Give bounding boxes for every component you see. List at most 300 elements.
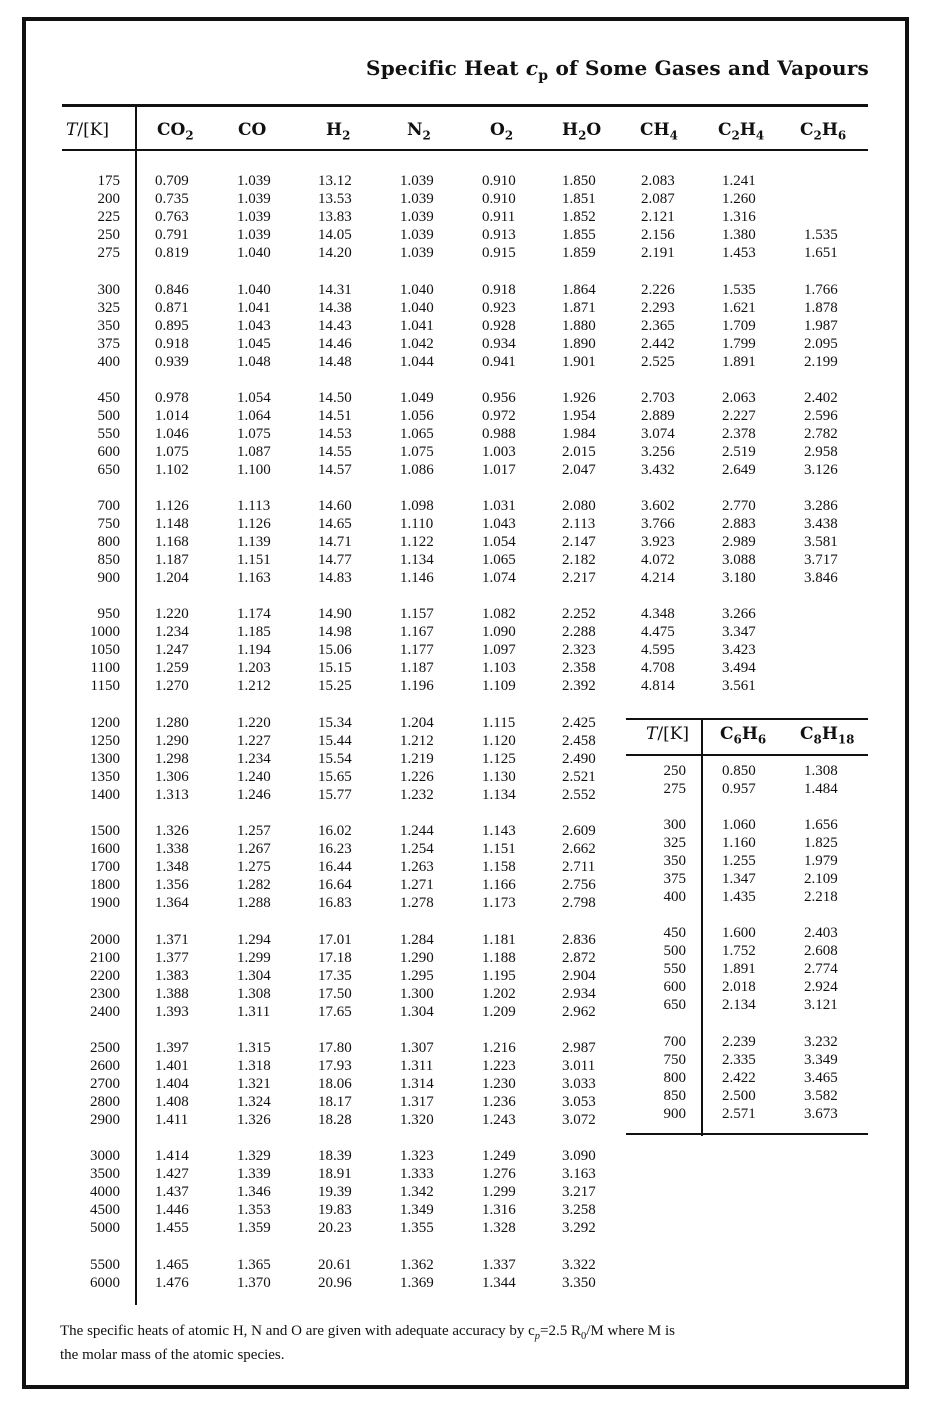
table-cell: 325 — [97, 299, 120, 316]
column-co2-group-6 — [155, 823, 199, 912]
table-cell: 2.571 — [722, 1105, 756, 1122]
table-cell: 3000 — [90, 1148, 120, 1164]
table-cell: 1.299 — [237, 949, 271, 966]
table-cell: 1250 — [90, 732, 120, 749]
table-cell: 4.708 — [641, 659, 675, 676]
table-cell: 1.039 — [400, 173, 434, 189]
column-o2-group-5 — [482, 715, 526, 804]
subcolumn-t-group-3 — [650, 1034, 686, 1123]
table-cell: 900 — [97, 569, 120, 586]
table-cell: 1.134 — [482, 786, 516, 803]
table-cell: 1.271 — [400, 876, 434, 893]
table-cell: 1.040 — [237, 282, 271, 298]
table-cell: 1.075 — [237, 425, 271, 442]
table-cell: 600 — [97, 443, 120, 460]
subcolumn-c8h18-group-3 — [804, 1034, 848, 1123]
table-cell: 3500 — [90, 1165, 120, 1182]
table-cell: 1.901 — [562, 353, 596, 370]
table-cell: 2.293 — [641, 299, 675, 316]
table-cell: 1.039 — [400, 208, 434, 225]
table-cell: 2.662 — [562, 840, 596, 857]
table-cell: 1.049 — [400, 390, 434, 406]
table-cell: 14.65 — [318, 515, 352, 532]
column-co-group-0 — [237, 173, 281, 262]
table-cell: 2.218 — [804, 888, 838, 905]
table-cell: 1.752 — [722, 942, 756, 959]
table-cell: 2.989 — [722, 533, 756, 550]
table-cell: 450 — [97, 390, 120, 406]
table-cell: 14.55 — [318, 443, 352, 460]
table-cell: 2.335 — [722, 1051, 756, 1068]
table-cell: 1.280 — [155, 715, 189, 731]
table-cell: 1.323 — [400, 1148, 434, 1164]
column-co-group-4 — [237, 606, 281, 695]
subtable-header-rule — [626, 754, 868, 756]
table-cell: 600 — [663, 978, 686, 995]
table-cell: 1.859 — [562, 244, 596, 261]
table-cell: 2.134 — [722, 996, 756, 1013]
table-cell: 18.39 — [318, 1148, 352, 1164]
table-cell: 14.53 — [318, 425, 352, 442]
column-co-group-2 — [237, 390, 281, 479]
table-cell: 1.365 — [237, 1257, 271, 1273]
column-c2h4-group-4 — [722, 606, 766, 695]
table-cell: 500 — [97, 407, 120, 424]
subcolumn-c6h6-group-1 — [722, 817, 766, 906]
column-c2h4-group-0 — [722, 173, 766, 262]
table-cell: 1.316 — [722, 208, 756, 225]
table-cell — [804, 624, 848, 642]
column-o2-group-2 — [482, 390, 526, 479]
table-cell: 1.926 — [562, 390, 596, 406]
table-cell: 2.596 — [804, 407, 838, 424]
table-cell: 1.437 — [155, 1183, 189, 1200]
table-cell: 1.328 — [482, 1219, 516, 1236]
table-cell: 2.934 — [562, 985, 596, 1002]
sub-header-2: $C_8H_{18}$ — [800, 724, 855, 747]
table-cell: 1.060 — [722, 817, 756, 833]
table-cell: 1.014 — [155, 407, 189, 424]
column-h2-group-3 — [318, 498, 362, 587]
table-cell: 750 — [663, 1051, 686, 1068]
subtable-bottom-rule — [626, 1133, 868, 1135]
table-cell: 14.98 — [318, 623, 352, 640]
table-cell: 2.047 — [562, 461, 596, 478]
table-cell: 2.121 — [641, 208, 675, 225]
table-cell: 1.388 — [155, 985, 189, 1002]
table-cell: 1.987 — [804, 317, 838, 334]
table-cell: 1.143 — [482, 823, 516, 839]
table-cell — [804, 191, 848, 209]
table-cell: 3.163 — [562, 1165, 596, 1182]
column-o2-group-7 — [482, 932, 526, 1021]
column-o2-group-9 — [482, 1148, 526, 1237]
table-cell: 1.435 — [722, 888, 756, 905]
table-cell: 1.194 — [237, 641, 271, 658]
sub-header-1: $C_6H_6$ — [720, 724, 767, 747]
table-cell: 1.195 — [482, 967, 516, 984]
table-cell: 1.046 — [155, 425, 189, 442]
table-cell: 16.64 — [318, 876, 352, 893]
column-co2-group-4 — [155, 606, 199, 695]
column-co-group-10 — [237, 1257, 281, 1293]
table-cell: 1.181 — [482, 932, 516, 948]
table-cell: 1.039 — [400, 244, 434, 261]
table-cell: 3.561 — [722, 677, 756, 694]
table-cell: 1.102 — [155, 461, 189, 478]
table-cell: 1.621 — [722, 299, 756, 316]
table-cell: 1.146 — [400, 569, 434, 586]
table-cell: 0.819 — [155, 244, 189, 261]
table-cell: 14.51 — [318, 407, 352, 424]
main-header-2: CO — [238, 120, 267, 140]
table-cell: 2500 — [90, 1040, 120, 1056]
table-cell: 1.167 — [400, 623, 434, 640]
column-o2-group-1 — [482, 282, 526, 371]
table-cell: 1.329 — [237, 1148, 271, 1164]
table-cell: 1.984 — [562, 425, 596, 442]
table-cell: 1.364 — [155, 894, 189, 911]
table-cell: 2.458 — [562, 732, 596, 749]
table-cell: 1.306 — [155, 768, 189, 785]
table-cell: 1.113 — [237, 498, 271, 514]
table-cell: 1.979 — [804, 852, 838, 869]
table-cell: 18.17 — [318, 1093, 352, 1110]
table-cell: 2900 — [90, 1111, 120, 1128]
column-o2-group-8 — [482, 1040, 526, 1129]
table-cell: 1.219 — [400, 750, 434, 767]
table-cell: 1.295 — [400, 967, 434, 984]
column-c2h6-group-2 — [804, 390, 848, 479]
table-cell: 375 — [97, 335, 120, 352]
table-cell: 3.121 — [804, 996, 838, 1013]
column-c2h6-group-4 — [804, 606, 848, 695]
table-cell: 1.401 — [155, 1057, 189, 1074]
table-cell: 14.57 — [318, 461, 352, 478]
table-cell: 800 — [97, 533, 120, 550]
table-cell: 1.316 — [482, 1201, 516, 1218]
table-cell: 15.06 — [318, 641, 352, 658]
table-cell: 1.017 — [482, 461, 516, 478]
table-cell: 4000 — [90, 1183, 120, 1200]
table-cell: 1.333 — [400, 1165, 434, 1182]
table-cell: 1.383 — [155, 967, 189, 984]
table-cell: 3.180 — [722, 569, 756, 586]
table-cell: 14.48 — [318, 353, 352, 370]
table-cell: 2.323 — [562, 641, 596, 658]
column-t-group-2 — [80, 390, 120, 479]
table-cell: 4.072 — [641, 551, 675, 568]
table-cell: 850 — [663, 1087, 686, 1104]
table-cell: 1.045 — [237, 335, 271, 352]
column-co2-group-8 — [155, 1040, 199, 1129]
column-h2-group-6 — [318, 823, 362, 912]
table-cell: 1.065 — [482, 551, 516, 568]
table-cell: 2.608 — [804, 942, 838, 959]
table-cell: 17.65 — [318, 1003, 352, 1020]
table-cell: 1.355 — [400, 1219, 434, 1236]
table-cell: 275 — [97, 244, 120, 261]
column-co-group-5 — [237, 715, 281, 804]
table-cell: 3.292 — [562, 1219, 596, 1236]
table-cell: 1.241 — [722, 173, 756, 189]
table-cell: 1.346 — [237, 1183, 271, 1200]
table-cell: 3.258 — [562, 1201, 596, 1218]
table-cell: 1.850 — [562, 173, 596, 189]
table-cell: 3.256 — [641, 443, 675, 460]
table-cell: 2.403 — [804, 925, 838, 941]
table-cell: 15.15 — [318, 659, 352, 676]
table-cell: 1.196 — [400, 677, 434, 694]
table-cell: 14.50 — [318, 390, 352, 406]
table-cell: 1.003 — [482, 443, 516, 460]
column-o2-group-3 — [482, 498, 526, 587]
table-cell: 1.204 — [155, 569, 189, 586]
column-h2o-group-5 — [562, 715, 606, 804]
column-co-group-1 — [237, 282, 281, 371]
table-cell: 1.890 — [562, 335, 596, 352]
table-cell: 2000 — [90, 932, 120, 948]
sub-header-0: T/[K] — [646, 724, 690, 744]
column-ch4-group-2 — [641, 390, 685, 479]
table-cell: 3.033 — [562, 1075, 596, 1092]
table-cell: 1.380 — [722, 226, 756, 243]
table-cell: 1.263 — [400, 858, 434, 875]
table-cell: 1.126 — [237, 515, 271, 532]
table-cell: 0.763 — [155, 208, 189, 225]
table-cell: 1.304 — [237, 967, 271, 984]
table-cell: 1.097 — [482, 641, 516, 658]
table-cell — [804, 606, 848, 624]
table-cell: 3.347 — [722, 623, 756, 640]
table-cell: 0.988 — [482, 425, 516, 442]
table-cell: 1900 — [90, 894, 120, 911]
table-cell: 3.717 — [804, 551, 838, 568]
table-cell: 2.156 — [641, 226, 675, 243]
table-cell: 1.168 — [155, 533, 189, 550]
table-cell: 1.130 — [482, 768, 516, 785]
table-cell: 14.71 — [318, 533, 352, 550]
column-n2-group-10 — [400, 1257, 444, 1293]
table-cell: 1.799 — [722, 335, 756, 352]
table-cell: 1.852 — [562, 208, 596, 225]
table-cell: 650 — [663, 996, 686, 1013]
column-co2-group-2 — [155, 390, 199, 479]
table-cell: 14.20 — [318, 244, 352, 261]
column-h2o-group-8 — [562, 1040, 606, 1129]
table-cell: 1.125 — [482, 750, 516, 767]
table-cell: 1.294 — [237, 932, 271, 948]
table-cell: 14.43 — [318, 317, 352, 334]
table-cell: 1.465 — [155, 1257, 189, 1273]
table-cell: 19.83 — [318, 1201, 352, 1218]
column-h2o-group-2 — [562, 390, 606, 479]
table-cell: 450 — [663, 925, 686, 941]
table-cell: 1.110 — [400, 515, 434, 532]
table-cell: 1350 — [90, 768, 120, 785]
table-cell: 1.326 — [237, 1111, 271, 1128]
table-cell: 20.96 — [318, 1274, 352, 1291]
table-cell: 2.442 — [641, 335, 675, 352]
table-cell: 0.735 — [155, 190, 189, 207]
table-cell: 3.766 — [641, 515, 675, 532]
table-cell: 1.043 — [482, 515, 516, 532]
column-h2-group-10 — [318, 1257, 362, 1293]
table-cell: 4500 — [90, 1201, 120, 1218]
column-t-group-0 — [80, 173, 120, 262]
table-cell: 17.35 — [318, 967, 352, 984]
table-cell: 1.408 — [155, 1093, 189, 1110]
table-cell: 1.039 — [237, 173, 271, 189]
table-cell: 2.519 — [722, 443, 756, 460]
table-cell: 1.299 — [482, 1183, 516, 1200]
table-cell: 1.288 — [237, 894, 271, 911]
table-cell: 2300 — [90, 985, 120, 1002]
table-cell: 14.90 — [318, 606, 352, 622]
table-cell: 3.494 — [722, 659, 756, 676]
column-c2h6-group-0 — [804, 173, 848, 262]
table-cell: 16.44 — [318, 858, 352, 875]
main-header-6: $H_2O$ — [562, 120, 602, 143]
table-cell: 3.923 — [641, 533, 675, 550]
table-cell: 15.65 — [318, 768, 352, 785]
subtable-column-divider — [701, 720, 703, 1136]
table-cell: 2.987 — [562, 1040, 596, 1056]
table-cell: 17.80 — [318, 1040, 352, 1056]
main-header-3: $H_2$ — [326, 120, 351, 143]
table-cell: 0.791 — [155, 226, 189, 243]
table-cell — [804, 209, 848, 227]
table-cell: 1.855 — [562, 226, 596, 243]
table-cell: 1.347 — [722, 870, 756, 887]
table-cell — [804, 678, 848, 696]
table-cell: 0.709 — [155, 173, 189, 189]
main-header-5: $O_2$ — [490, 120, 514, 143]
subcolumn-c6h6-group-3 — [722, 1034, 766, 1123]
table-cell: 1.356 — [155, 876, 189, 893]
table-cell: 1.148 — [155, 515, 189, 532]
table-cell: 1.864 — [562, 282, 596, 298]
table-cell: 14.60 — [318, 498, 352, 514]
table-cell: 20.23 — [318, 1219, 352, 1236]
column-n2-group-0 — [400, 173, 444, 262]
table-cell: 1.040 — [400, 299, 434, 316]
table-cell: 2.422 — [722, 1069, 756, 1086]
column-h2-group-7 — [318, 932, 362, 1021]
column-co-group-3 — [237, 498, 281, 587]
column-h2o-group-7 — [562, 932, 606, 1021]
table-cell: 1.320 — [400, 1111, 434, 1128]
table-cell: 4.348 — [641, 606, 675, 622]
main-header-9: $C_2H_6$ — [800, 120, 847, 143]
table-cell: 1.282 — [237, 876, 271, 893]
table-cell: 0.918 — [482, 282, 516, 298]
table-cell: 2.147 — [562, 533, 596, 550]
subcolumn-t-group-2 — [650, 925, 686, 1014]
table-cell: 2.836 — [562, 932, 596, 948]
table-cell: 3.011 — [562, 1057, 596, 1074]
table-cell: 1.535 — [804, 226, 838, 243]
table-cell: 2.649 — [722, 461, 756, 478]
column-n2-group-9 — [400, 1148, 444, 1237]
table-cell: 2.774 — [804, 960, 838, 977]
table-cell: 1.209 — [482, 1003, 516, 1020]
column-ch4-group-1 — [641, 282, 685, 371]
table-cell: 1.082 — [482, 606, 516, 622]
table-cell: 300 — [663, 817, 686, 833]
table-cell: 2.113 — [562, 515, 596, 532]
table-cell: 3.232 — [804, 1034, 838, 1050]
table-cell: 1.362 — [400, 1257, 434, 1273]
table-cell: 1.134 — [400, 551, 434, 568]
column-n2-group-8 — [400, 1040, 444, 1129]
table-cell: 1.393 — [155, 1003, 189, 1020]
table-cell: 1.404 — [155, 1075, 189, 1092]
table-cell: 18.91 — [318, 1165, 352, 1182]
table-cell: 2.358 — [562, 659, 596, 676]
header-rule — [62, 149, 868, 151]
table-cell: 325 — [663, 834, 686, 851]
table-cell: 1.220 — [237, 715, 271, 731]
table-cell: 1.371 — [155, 932, 189, 948]
table-cell: 2.962 — [562, 1003, 596, 1020]
table-cell: 1.173 — [482, 894, 516, 911]
column-n2-group-2 — [400, 390, 444, 479]
table-cell: 1.040 — [237, 244, 271, 261]
column-h2o-group-0 — [562, 173, 606, 262]
table-cell: 2.365 — [641, 317, 675, 334]
table-cell: 2100 — [90, 949, 120, 966]
table-cell: 1.039 — [400, 190, 434, 207]
table-cell: 3.423 — [722, 641, 756, 658]
table-cell: 1.290 — [155, 732, 189, 749]
table-cell: 1.267 — [237, 840, 271, 857]
table-cell: 1.314 — [400, 1075, 434, 1092]
table-cell: 250 — [97, 226, 120, 243]
column-o2-group-10 — [482, 1257, 526, 1293]
main-header-7: $CH_4$ — [640, 120, 678, 143]
table-cell: 1.054 — [482, 533, 516, 550]
column-t-group-5 — [80, 715, 120, 804]
table-cell: 175 — [97, 173, 120, 189]
table-cell: 1.187 — [155, 551, 189, 568]
table-cell: 2.226 — [641, 282, 675, 298]
table-cell: 1.709 — [722, 317, 756, 334]
table-cell: 700 — [663, 1034, 686, 1050]
table-cell: 3.846 — [804, 569, 838, 586]
table-cell: 1.139 — [237, 533, 271, 550]
table-cell: 3.053 — [562, 1093, 596, 1110]
table-cell: 1.600 — [722, 925, 756, 941]
column-c2h6-group-1 — [804, 282, 848, 371]
table-cell: 2.378 — [722, 425, 756, 442]
table-cell: 1.100 — [237, 461, 271, 478]
table-cell: 2.109 — [804, 870, 838, 887]
table-cell: 1.656 — [804, 817, 838, 833]
table-cell: 1.087 — [237, 443, 271, 460]
table-cell: 3.286 — [804, 498, 838, 514]
first-column-divider — [135, 107, 137, 1305]
table-cell: 3.432 — [641, 461, 675, 478]
column-h2o-group-6 — [562, 823, 606, 912]
table-cell: 1.226 — [400, 768, 434, 785]
table-cell: 1.308 — [804, 763, 838, 779]
table-cell: 1.041 — [400, 317, 434, 334]
table-cell: 1.369 — [400, 1274, 434, 1291]
table-cell: 13.83 — [318, 208, 352, 225]
table-cell: 1.284 — [400, 932, 434, 948]
table-cell: 20.61 — [318, 1257, 352, 1273]
